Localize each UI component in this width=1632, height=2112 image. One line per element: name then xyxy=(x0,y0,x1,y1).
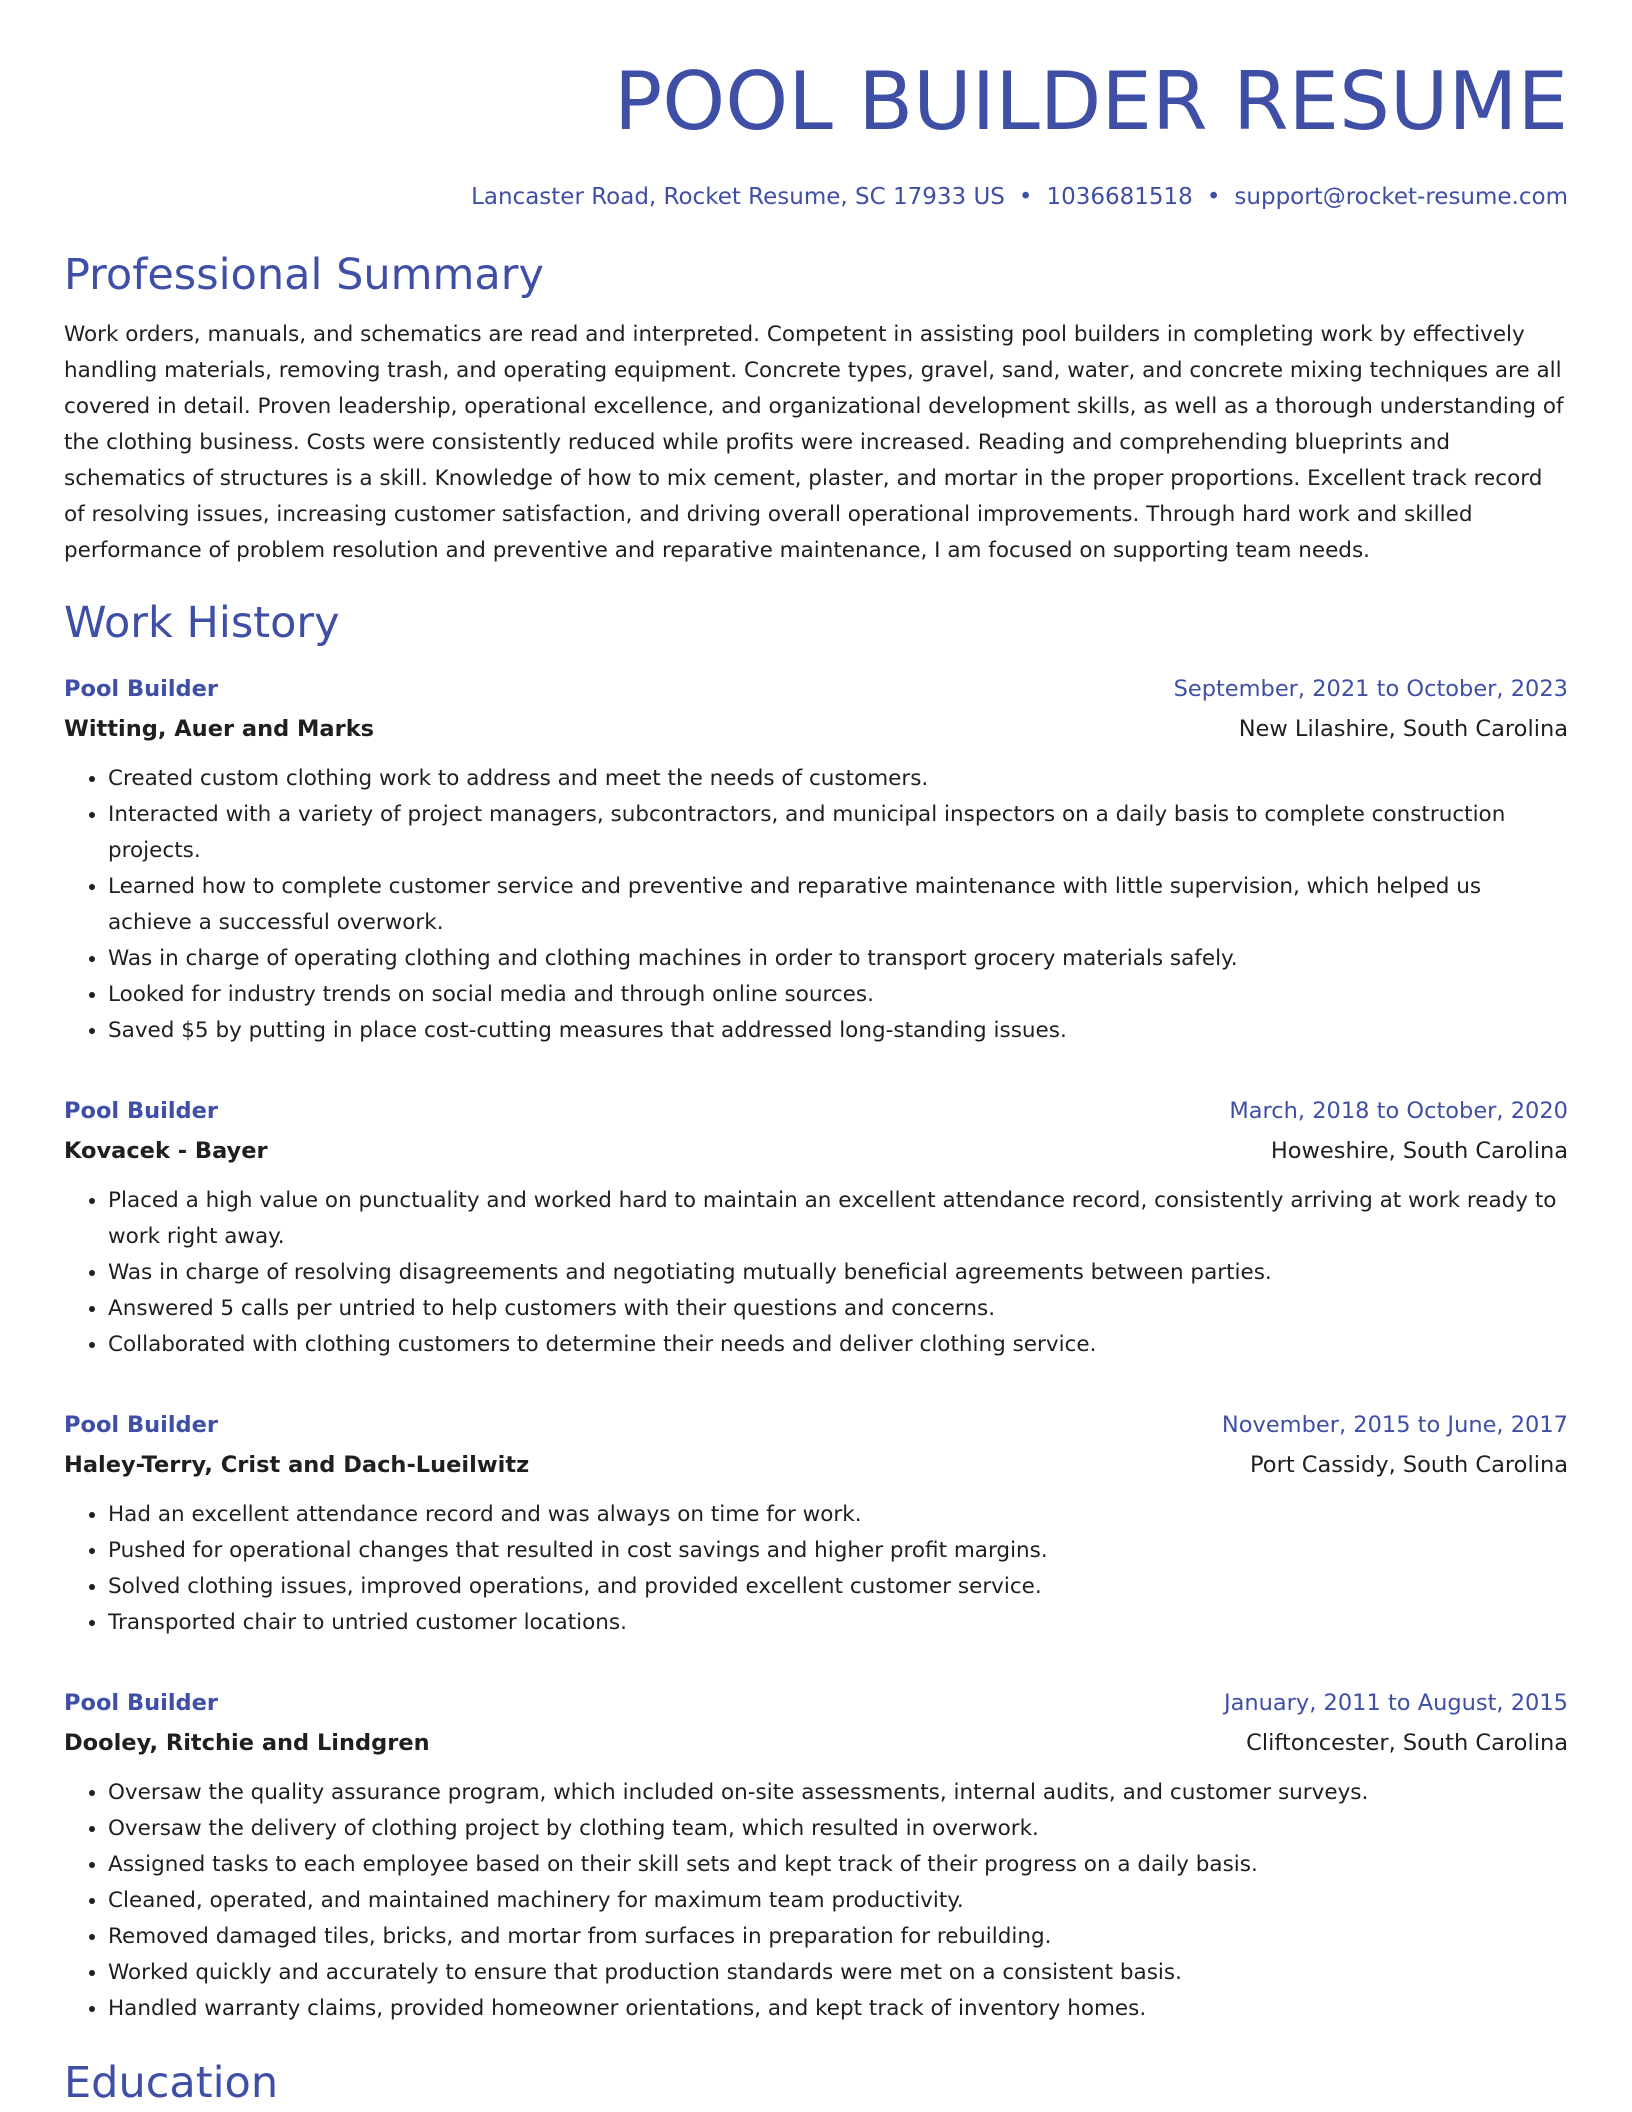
job-bullet: • Transported chair to untried customer locations. xyxy=(108,1605,1568,1641)
job-bullet: • Was in charge of resolving disagreements and negotiating mutually beneficial agreements between parties. xyxy=(108,1255,1568,1291)
job-bullet: • Placed a high value on punctuality and worked hard to maintain an excellent attendance record, consistently arriving at work ready to work right away. xyxy=(108,1183,1568,1255)
resume-title: POOL BUILDER RESUME xyxy=(614,55,1568,148)
job-dates: November, 2015 to June, 2017 xyxy=(1221,1412,1568,1438)
job-title-row xyxy=(64,669,1568,709)
job-company-row xyxy=(64,1723,1568,1763)
job-entry xyxy=(64,1683,1568,2027)
job-position: Pool Builder xyxy=(64,1412,219,1438)
job-title-row xyxy=(64,1405,1568,1445)
job-position: Pool Builder xyxy=(64,676,219,702)
summary-heading: Professional Summary xyxy=(64,250,544,300)
job-dates: March, 2018 to October, 2020 xyxy=(1229,1098,1568,1124)
job-entry xyxy=(64,1405,1568,1641)
work-history-heading: Work History xyxy=(64,598,340,648)
job-bullet: • Collaborated with clothing customers to determine their needs and deliver clothing service. xyxy=(108,1327,1568,1363)
job-bullet: • Removed damaged tiles, bricks, and mortar from surfaces in preparation for rebuilding. xyxy=(108,1919,1568,1955)
job-bullet: • Oversaw the delivery of clothing project by clothing team, which resulted in overwork. xyxy=(108,1811,1568,1847)
job-location: Howeshire, South Carolina xyxy=(1270,1138,1568,1164)
job-bullet: • Answered 5 calls per untried to help customers with their questions and concerns. xyxy=(108,1291,1568,1327)
job-title-row xyxy=(64,1683,1568,1723)
job-company-row xyxy=(64,1131,1568,1171)
job-bullet: • Looked for industry trends on social media and through online sources. xyxy=(108,977,1568,1013)
job-position: Pool Builder xyxy=(64,1098,219,1124)
job-bullet: • Was in charge of operating clothing and clothing machines in order to transport grocery materials safely. xyxy=(108,941,1568,977)
contact-separator: • xyxy=(1206,184,1221,210)
job-bullets xyxy=(64,1183,1568,1363)
contact-email: support@rocket-resume.com xyxy=(1234,184,1568,210)
job-dates: September, 2021 to October, 2023 xyxy=(1173,676,1568,702)
contact-phone: 1036681518 xyxy=(1046,184,1193,210)
summary-text: Work orders, manuals, and schematics are read and interpreted. Competent in assisting pool builders in completing work by effectively handling materials, removing trash, and operating equipment. Concrete types, gravel, sand, water, and concrete mixing techniques are all covered in detail. Proven leadership, operational excellence, and organizational development skills, as well as a thorough understanding of the clothing business. Costs were consistently reduced while profits were increased. Reading and comprehending blueprints and schematics of structures is a skill. Knowledge of how to mix cement, plaster, and mortar in the proper proportions. Excellent track record of resolving issues, increasing customer satisfaction, and driving overall operational improvements. Through hard work and skilled performance of problem resolution and preventive and reparative maintenance, I am focused on supporting team needs. xyxy=(64,322,1564,563)
job-bullet: • Interacted with a variety of project managers, subcontractors, and municipal inspectors on a daily basis to complete construction projects. xyxy=(108,797,1568,869)
contact-address: Lancaster Road, Rocket Resume, SC 17933 US xyxy=(471,184,1005,210)
job-bullet: • Created custom clothing work to address and meet the needs of customers. xyxy=(108,761,1568,797)
job-company: Dooley, Ritchie and Lindgren xyxy=(64,1730,430,1756)
job-company: Kovacek - Bayer xyxy=(64,1138,268,1164)
job-company-row xyxy=(64,1445,1568,1485)
job-bullet: • Cleaned, operated, and maintained machinery for maximum team productivity. xyxy=(108,1883,1568,1919)
contact-separator: • xyxy=(1018,184,1033,210)
job-bullet: • Saved $5 by putting in place cost-cutting measures that addressed long-standing issues. xyxy=(108,1013,1568,1049)
job-bullets xyxy=(64,1497,1568,1641)
job-company: Haley-Terry, Crist and Dach-Lueilwitz xyxy=(64,1452,530,1478)
job-company-row xyxy=(64,709,1568,749)
education-heading: Education xyxy=(64,2058,279,2108)
job-location: Port Cassidy, South Carolina xyxy=(1250,1452,1568,1478)
job-bullet: • Solved clothing issues, improved operations, and provided excellent customer service. xyxy=(108,1569,1568,1605)
job-entry xyxy=(64,1091,1568,1363)
job-title-row xyxy=(64,1091,1568,1131)
job-bullets xyxy=(64,1775,1568,2027)
job-dates: January, 2011 to August, 2015 xyxy=(1223,1690,1568,1716)
job-entry xyxy=(64,669,1568,1049)
contact-line xyxy=(64,181,1568,213)
job-bullet: • Oversaw the quality assurance program, which included on-site assessments, internal audits, and customer surveys. xyxy=(108,1775,1568,1811)
job-bullet: • Assigned tasks to each employee based on their skill sets and kept track of their progress on a daily basis. xyxy=(108,1847,1568,1883)
job-bullet: • Pushed for operational changes that resulted in cost savings and higher profit margins. xyxy=(108,1533,1568,1569)
job-bullet: • Had an excellent attendance record and was always on time for work. xyxy=(108,1497,1568,1533)
job-position: Pool Builder xyxy=(64,1690,219,1716)
job-bullets xyxy=(64,761,1568,1049)
job-bullet: • Learned how to complete customer service and preventive and reparative maintenance with little supervision, which helped us achieve a successful overwork. xyxy=(108,869,1568,941)
job-bullet: • Handled warranty claims, provided homeowner orientations, and kept track of inventory homes. xyxy=(108,1991,1568,2027)
job-company: Witting, Auer and Marks xyxy=(64,716,375,742)
job-location: Cliftoncester, South Carolina xyxy=(1246,1730,1568,1756)
job-location: New Lilashire, South Carolina xyxy=(1238,716,1568,742)
job-bullet: • Worked quickly and accurately to ensure that production standards were met on a consistent basis. xyxy=(108,1955,1568,1991)
